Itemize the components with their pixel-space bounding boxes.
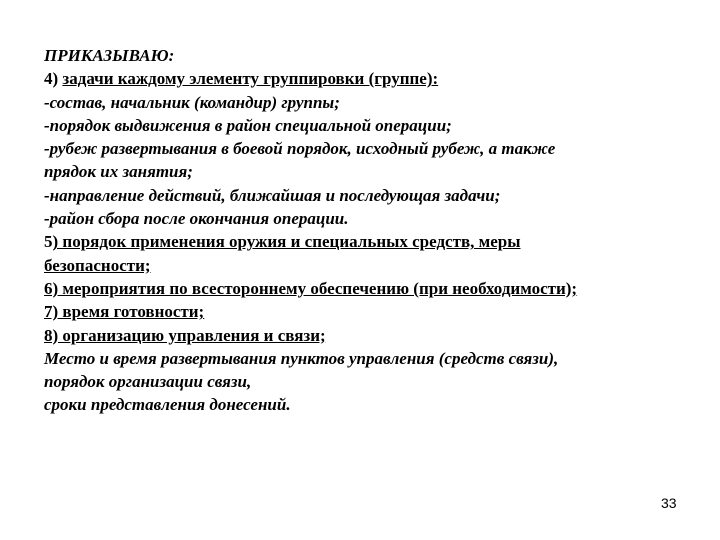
item-7: 7) время готовности; — [44, 302, 205, 322]
item-4-title: задачи каждому элементу группировки (группе): — [62, 69, 439, 89]
subitem-composition: -состав, начальник (командир) группы; — [44, 92, 340, 112]
subitem-assembly-area: -район сбора после окончания операции. — [44, 209, 349, 229]
subitem-deployment-line-cont: прядок их занятия; — [44, 162, 193, 182]
subitem-direction: -направление действий, ближайшая и последующая задачи; — [44, 185, 501, 205]
item-5-number: 5 — [44, 232, 53, 252]
page-number: 33 — [661, 495, 677, 511]
closing-line-2: порядок организации связи, — [44, 372, 252, 392]
item-5-title-line1: ) порядок применения оружия и специальных средств, меры — [52, 232, 521, 252]
item-5-title-line2: безопасности; — [44, 255, 151, 275]
subitem-deployment-line: -рубеж развертывания в боевой порядок, исходный рубеж, а также — [44, 139, 556, 159]
slide-body — [44, 44, 694, 417]
subitem-advance-order: -порядок выдвижения в район специальной операции; — [44, 115, 452, 135]
heading-order: ПРИКАЗЫВАЮ: — [44, 46, 175, 65]
closing-line-1: Место и время развертывания пунктов управления (средств связи), — [44, 348, 559, 368]
item-6: 6) мероприятия по всестороннему обеспечению (при необходимости); — [44, 278, 578, 298]
item-4-number: 4) — [44, 69, 63, 89]
item-4 — [44, 67, 694, 90]
item-8: 8) организацию управления и связи; — [44, 325, 326, 345]
item-5 — [44, 230, 694, 253]
closing-line-3: сроки представления донесений. — [44, 395, 291, 415]
